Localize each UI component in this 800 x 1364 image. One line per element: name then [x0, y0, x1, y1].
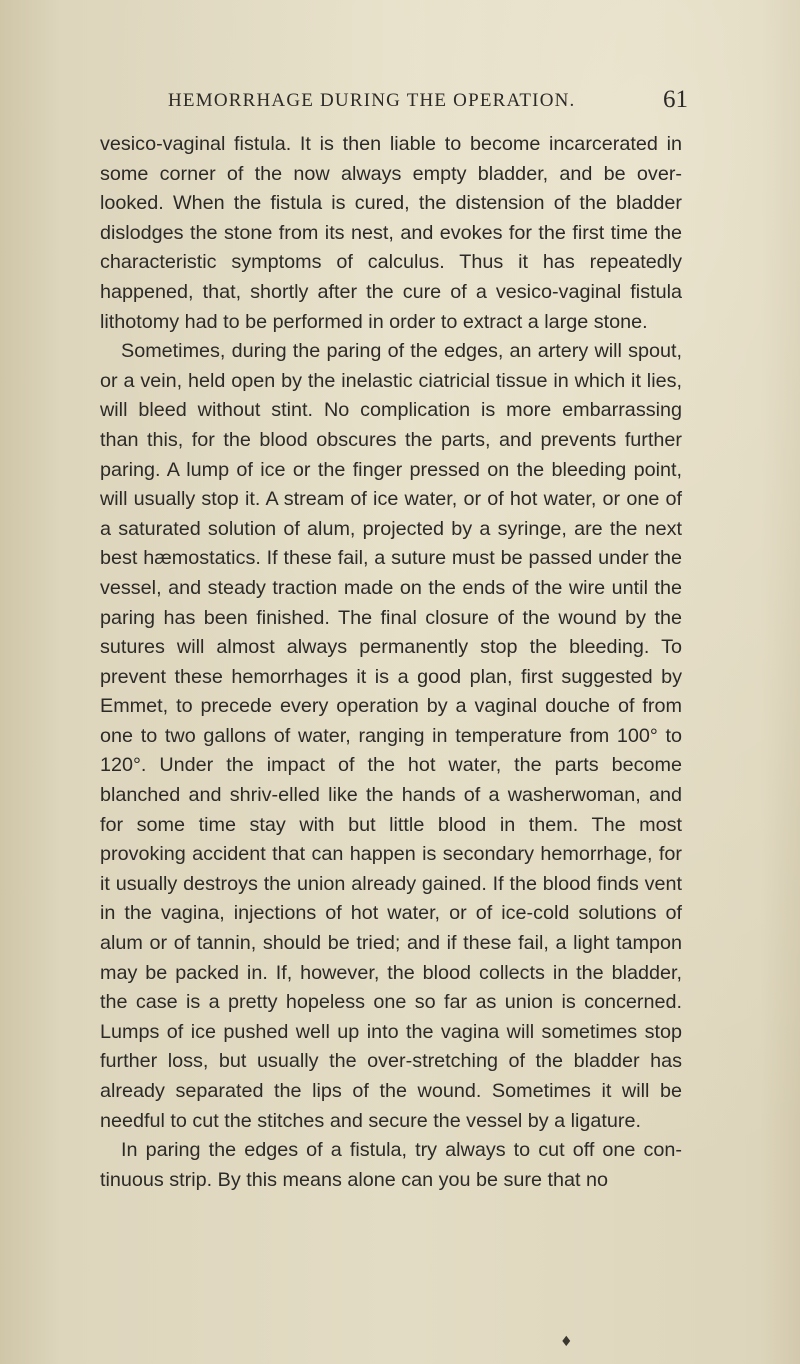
- paragraph-hemorrhage: Sometimes, during the paring of the edges, an artery will spout, or a vein, held open by the inelastic ciatricial tissue in which it lies, will bleed without stint. No complication is more embarrassing than this, for the blood obscures the parts, and prevents further paring. A lump of ice or the finger pressed on the bleeding point, will usually stop it. A stream of ice water, or of hot water, or one of a saturated solution of alum, projected by a syringe, are the next best hæmostatics. If these fail, a suture must be passed under the vessel, and steady traction made on the ends of the wire until the paring has been finished. The final closure of the wound by the sutures will almost always permanently stop the bleeding. To prevent these hemorrhages it is a good plan, first suggested by Emmet, to precede every operation by a vaginal douche of from one to two gallons of water, ranging in temperature from 100° to 120°. Under the impact of the hot water, the parts become blanched and shriv-elled like the hands of a washerwoman, and for some time stay with but little blood in them. The most provoking accident that can happen is secondary hemorrhage, for it usually destroys the union already gained. If the blood finds vent in the vagina, injections of hot water, or of ice-cold solutions of alum or of tannin, should be tried; and if these fail, a light tampon may be packed in. If, however, the blood collects in the bladder, the case is a pretty hopeless one so far as union is concerned. Lumps of ice pushed well up into the vagina will sometimes stop further loss, but usually the over-stretching of the bladder has already separated the lips of the wound. Sometimes it will be needful to cut the stitches and secure the vessel by a ligature.: [100, 340, 682, 1132]
- page-header: [168, 86, 688, 118]
- footer-mark: ♦: [560, 1334, 573, 1350]
- paragraph-paring: In paring the edges of a fistula, try always to cut off one con-tinuous strip. By this means alone can you be sure that no: [100, 1139, 682, 1191]
- paragraph-continued: vesico-vaginal fistula. It is then liable to become incarcerated in some corner of the now always empty bladder, and be over-looked. When the fistula is cured, the distension of the bladder dislodges the stone from its nest, and evokes for the first time the characteristic symptoms of calculus. Thus it has repeatedly happened, that, shortly after the cure of a vesico-vaginal fistula lithotomy had to be performed in order to extract a large stone.: [100, 133, 682, 333]
- body-text: [100, 130, 682, 1195]
- page-number: 61: [663, 86, 688, 113]
- running-head: HEMORRHAGE DURING THE OPERATION.: [168, 90, 576, 111]
